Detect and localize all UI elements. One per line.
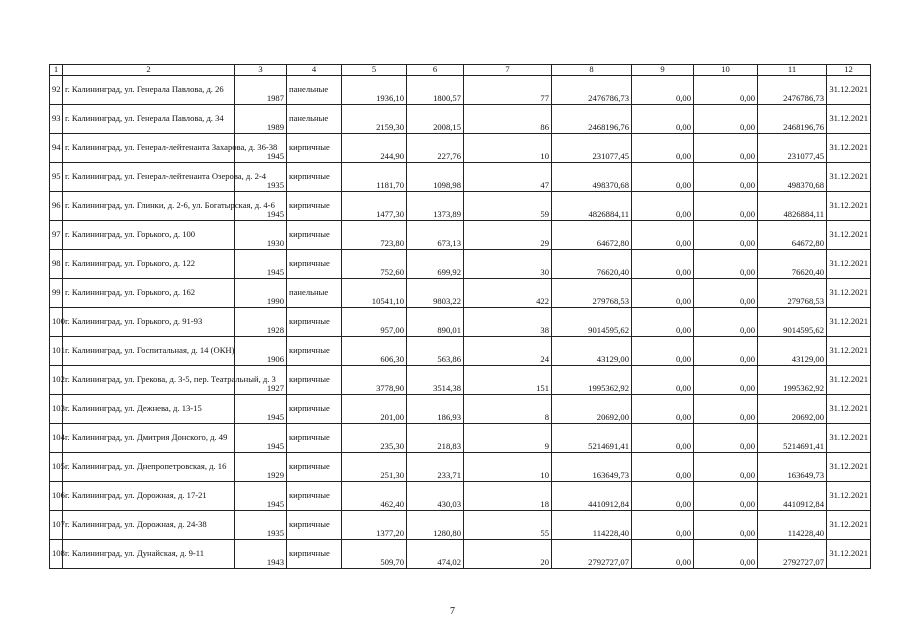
cell-year-built: 1929	[235, 453, 287, 482]
cell-amount-2: 0,00	[632, 221, 694, 250]
column-header: 7	[464, 65, 552, 76]
cell-address: г. Калининград, ул. Дунайская, д. 9-11	[63, 540, 235, 569]
table-row	[50, 453, 871, 482]
cell-amount: 498370,68	[552, 163, 632, 192]
cell-total-area: 235,30	[342, 424, 407, 453]
cell-address: г. Калининград, ул. Генерал-лейтенанта Озерова, д. 2-4	[63, 163, 235, 192]
cell-living-area: 890,01	[407, 308, 464, 337]
cell-amount-total: 163649,73	[758, 453, 827, 482]
cell-amount-3: 0,00	[694, 134, 758, 163]
cell-wall-material: кирпичные	[287, 192, 342, 221]
cell-amount-2: 0,00	[632, 279, 694, 308]
cell-date: 31.12.2021	[827, 482, 871, 511]
column-header: 4	[287, 65, 342, 76]
cell-date: 31.12.2021	[827, 279, 871, 308]
cell-wall-material: кирпичные	[287, 250, 342, 279]
cell-year-built: 1927	[235, 366, 287, 395]
cell-living-area: 9803,22	[407, 279, 464, 308]
cell-amount: 114228,40	[552, 511, 632, 540]
cell-row-number: 92	[50, 76, 63, 105]
cell-date: 31.12.2021	[827, 366, 871, 395]
cell-residents-count: 30	[464, 250, 552, 279]
cell-amount: 43129,00	[552, 337, 632, 366]
cell-year-built: 1945	[235, 424, 287, 453]
cell-amount-total: 2468196,76	[758, 105, 827, 134]
cell-amount-3: 0,00	[694, 366, 758, 395]
cell-year-built: 1906	[235, 337, 287, 366]
column-header: 3	[235, 65, 287, 76]
cell-date: 31.12.2021	[827, 221, 871, 250]
cell-wall-material: панельные	[287, 76, 342, 105]
cell-residents-count: 59	[464, 192, 552, 221]
cell-amount-2: 0,00	[632, 540, 694, 569]
cell-amount-3: 0,00	[694, 511, 758, 540]
column-header: 9	[632, 65, 694, 76]
cell-residents-count: 38	[464, 308, 552, 337]
cell-address: г. Калининград, ул. Дежнева, д. 13-15	[63, 395, 235, 424]
column-header: 12	[827, 65, 871, 76]
cell-date: 31.12.2021	[827, 105, 871, 134]
cell-residents-count: 8	[464, 395, 552, 424]
cell-residents-count: 77	[464, 76, 552, 105]
cell-amount-total: 1995362,92	[758, 366, 827, 395]
cell-amount-2: 0,00	[632, 76, 694, 105]
cell-row-number: 102	[50, 366, 63, 395]
cell-residents-count: 18	[464, 482, 552, 511]
column-header: 11	[758, 65, 827, 76]
cell-residents-count: 47	[464, 163, 552, 192]
cell-residents-count: 151	[464, 366, 552, 395]
cell-total-area: 462,40	[342, 482, 407, 511]
cell-wall-material: кирпичные	[287, 163, 342, 192]
table-row	[50, 337, 871, 366]
cell-date: 31.12.2021	[827, 192, 871, 221]
table-row	[50, 163, 871, 192]
cell-amount-total: 2792727,07	[758, 540, 827, 569]
cell-total-area: 3778,90	[342, 366, 407, 395]
cell-amount-2: 0,00	[632, 453, 694, 482]
cell-amount: 1995362,92	[552, 366, 632, 395]
table-row	[50, 511, 871, 540]
cell-living-area: 3514,38	[407, 366, 464, 395]
table-row	[50, 424, 871, 453]
cell-year-built: 1945	[235, 250, 287, 279]
cell-amount-3: 0,00	[694, 540, 758, 569]
column-header: 5	[342, 65, 407, 76]
cell-wall-material: кирпичные	[287, 453, 342, 482]
cell-date: 31.12.2021	[827, 511, 871, 540]
column-header: 6	[407, 65, 464, 76]
cell-residents-count: 24	[464, 337, 552, 366]
cell-row-number: 106	[50, 482, 63, 511]
cell-amount: 20692,00	[552, 395, 632, 424]
cell-date: 31.12.2021	[827, 453, 871, 482]
cell-year-built: 1945	[235, 395, 287, 424]
cell-amount-total: 64672,80	[758, 221, 827, 250]
cell-year-built: 1930	[235, 221, 287, 250]
cell-address: г. Калининград, ул. Глинки, д. 2-6, ул. Богатырская, д. 4-6	[63, 192, 235, 221]
cell-amount-total: 76620,40	[758, 250, 827, 279]
cell-date: 31.12.2021	[827, 134, 871, 163]
cell-residents-count: 29	[464, 221, 552, 250]
table-row	[50, 308, 871, 337]
cell-year-built: 1987	[235, 76, 287, 105]
cell-amount-2: 0,00	[632, 482, 694, 511]
cell-living-area: 1373,89	[407, 192, 464, 221]
cell-residents-count: 10	[464, 453, 552, 482]
cell-amount-3: 0,00	[694, 337, 758, 366]
cell-amount-2: 0,00	[632, 308, 694, 337]
cell-total-area: 251,30	[342, 453, 407, 482]
cell-living-area: 1800,57	[407, 76, 464, 105]
cell-wall-material: кирпичные	[287, 424, 342, 453]
cell-total-area: 1936,10	[342, 76, 407, 105]
cell-amount: 5214691,41	[552, 424, 632, 453]
cell-amount-2: 0,00	[632, 163, 694, 192]
table-row	[50, 105, 871, 134]
table-row	[50, 192, 871, 221]
column-header: 2	[63, 65, 235, 76]
cell-row-number: 98	[50, 250, 63, 279]
cell-amount-3: 0,00	[694, 105, 758, 134]
cell-total-area: 723,80	[342, 221, 407, 250]
cell-row-number: 108	[50, 540, 63, 569]
cell-total-area: 1377,20	[342, 511, 407, 540]
cell-wall-material: панельные	[287, 105, 342, 134]
cell-amount-3: 0,00	[694, 395, 758, 424]
header-row	[50, 65, 871, 76]
cell-wall-material: кирпичные	[287, 221, 342, 250]
cell-amount-3: 0,00	[694, 76, 758, 105]
cell-residents-count: 10	[464, 134, 552, 163]
cell-wall-material: кирпичные	[287, 366, 342, 395]
cell-living-area: 2008,15	[407, 105, 464, 134]
cell-amount-3: 0,00	[694, 279, 758, 308]
cell-total-area: 606,30	[342, 337, 407, 366]
cell-living-area: 227,76	[407, 134, 464, 163]
cell-address: г. Калининград, ул. Грекова, д. 3-5, пер. Театральный, д. 3	[63, 366, 235, 395]
cell-total-area: 2159,30	[342, 105, 407, 134]
cell-address: г. Калининград, ул. Генерала Павлова, д. 34	[63, 105, 235, 134]
cell-date: 31.12.2021	[827, 250, 871, 279]
cell-row-number: 99	[50, 279, 63, 308]
cell-living-area: 430,03	[407, 482, 464, 511]
cell-total-area: 752,60	[342, 250, 407, 279]
cell-living-area: 233,71	[407, 453, 464, 482]
cell-date: 31.12.2021	[827, 395, 871, 424]
cell-year-built: 1945	[235, 192, 287, 221]
cell-wall-material: кирпичные	[287, 540, 342, 569]
cell-residents-count: 20	[464, 540, 552, 569]
cell-amount: 231077,45	[552, 134, 632, 163]
table-row	[50, 250, 871, 279]
table-body	[50, 76, 871, 569]
cell-wall-material: кирпичные	[287, 482, 342, 511]
cell-wall-material: панельные	[287, 279, 342, 308]
column-header: 1	[50, 65, 63, 76]
cell-address: г. Калининград, ул. Дорожная, д. 17-21	[63, 482, 235, 511]
cell-amount-2: 0,00	[632, 424, 694, 453]
cell-wall-material: кирпичные	[287, 511, 342, 540]
cell-amount-2: 0,00	[632, 337, 694, 366]
cell-living-area: 563,86	[407, 337, 464, 366]
cell-amount-3: 0,00	[694, 192, 758, 221]
cell-address: г. Калининград, ул. Горького, д. 122	[63, 250, 235, 279]
table-row	[50, 76, 871, 105]
cell-residents-count: 9	[464, 424, 552, 453]
table-row	[50, 482, 871, 511]
cell-row-number: 104	[50, 424, 63, 453]
cell-amount-2: 0,00	[632, 395, 694, 424]
cell-row-number: 103	[50, 395, 63, 424]
cell-year-built: 1945	[235, 482, 287, 511]
cell-wall-material: кирпичные	[287, 308, 342, 337]
table-row	[50, 134, 871, 163]
cell-date: 31.12.2021	[827, 424, 871, 453]
cell-amount-total: 43129,00	[758, 337, 827, 366]
cell-amount-2: 0,00	[632, 192, 694, 221]
cell-year-built: 1990	[235, 279, 287, 308]
cell-amount: 279768,53	[552, 279, 632, 308]
cell-total-area: 957,00	[342, 308, 407, 337]
cell-address: г. Калининград, ул. Генерала Павлова, д. 26	[63, 76, 235, 105]
cell-living-area: 673,13	[407, 221, 464, 250]
cell-address: г. Калининград, ул. Госпитальная, д. 14 (ОКН)	[63, 337, 235, 366]
cell-row-number: 97	[50, 221, 63, 250]
table-row	[50, 540, 871, 569]
cell-row-number: 107	[50, 511, 63, 540]
cell-amount-total: 5214691,41	[758, 424, 827, 453]
cell-amount-total: 9014595,62	[758, 308, 827, 337]
table-row	[50, 221, 871, 250]
cell-wall-material: кирпичные	[287, 337, 342, 366]
column-header: 10	[694, 65, 758, 76]
cell-amount: 9014595,62	[552, 308, 632, 337]
cell-date: 31.12.2021	[827, 540, 871, 569]
cell-amount-total: 114228,40	[758, 511, 827, 540]
cell-amount-3: 0,00	[694, 482, 758, 511]
cell-amount-total: 231077,45	[758, 134, 827, 163]
cell-residents-count: 422	[464, 279, 552, 308]
cell-date: 31.12.2021	[827, 308, 871, 337]
cell-total-area: 244,90	[342, 134, 407, 163]
cell-amount-total: 20692,00	[758, 395, 827, 424]
cell-amount: 2792727,07	[552, 540, 632, 569]
cell-living-area: 699,92	[407, 250, 464, 279]
cell-wall-material: кирпичные	[287, 395, 342, 424]
cell-date: 31.12.2021	[827, 76, 871, 105]
cell-date: 31.12.2021	[827, 337, 871, 366]
table-row	[50, 366, 871, 395]
cell-year-built: 1945	[235, 134, 287, 163]
cell-total-area: 1181,70	[342, 163, 407, 192]
cell-amount-3: 0,00	[694, 424, 758, 453]
cell-residents-count: 86	[464, 105, 552, 134]
register-table	[49, 64, 871, 569]
page-number: 7	[450, 606, 455, 617]
cell-amount-3: 0,00	[694, 221, 758, 250]
cell-address: г. Калининград, ул. Дорожная, д. 24-38	[63, 511, 235, 540]
cell-amount: 64672,80	[552, 221, 632, 250]
cell-living-area: 1098,98	[407, 163, 464, 192]
cell-row-number: 94	[50, 134, 63, 163]
cell-amount-2: 0,00	[632, 366, 694, 395]
cell-amount-total: 498370,68	[758, 163, 827, 192]
cell-year-built: 1935	[235, 511, 287, 540]
column-header: 8	[552, 65, 632, 76]
cell-amount-total: 4826884,11	[758, 192, 827, 221]
table-row	[50, 395, 871, 424]
cell-row-number: 101	[50, 337, 63, 366]
cell-amount-3: 0,00	[694, 453, 758, 482]
cell-amount: 2476786,73	[552, 76, 632, 105]
cell-address: г. Калининград, ул. Горького, д. 91-93	[63, 308, 235, 337]
cell-living-area: 218,83	[407, 424, 464, 453]
cell-amount-3: 0,00	[694, 250, 758, 279]
cell-amount-2: 0,00	[632, 511, 694, 540]
cell-living-area: 1280,80	[407, 511, 464, 540]
cell-total-area: 10541,10	[342, 279, 407, 308]
table-row	[50, 279, 871, 308]
cell-total-area: 509,70	[342, 540, 407, 569]
cell-row-number: 93	[50, 105, 63, 134]
cell-amount: 2468196,76	[552, 105, 632, 134]
cell-address: г. Калининград, ул. Горького, д. 100	[63, 221, 235, 250]
cell-wall-material: кирпичные	[287, 134, 342, 163]
cell-amount-3: 0,00	[694, 163, 758, 192]
cell-year-built: 1935	[235, 163, 287, 192]
cell-living-area: 474,02	[407, 540, 464, 569]
cell-amount: 163649,73	[552, 453, 632, 482]
cell-total-area: 201,00	[342, 395, 407, 424]
cell-amount: 76620,40	[552, 250, 632, 279]
cell-row-number: 95	[50, 163, 63, 192]
cell-address: г. Калининград, ул. Дмитрия Донского, д. 49	[63, 424, 235, 453]
cell-address: г. Калининград, ул. Горького, д. 162	[63, 279, 235, 308]
cell-row-number: 100	[50, 308, 63, 337]
cell-total-area: 1477,30	[342, 192, 407, 221]
cell-year-built: 1989	[235, 105, 287, 134]
cell-amount: 4826884,11	[552, 192, 632, 221]
cell-amount-total: 279768,53	[758, 279, 827, 308]
cell-row-number: 96	[50, 192, 63, 221]
cell-living-area: 186,93	[407, 395, 464, 424]
cell-amount: 4410912,84	[552, 482, 632, 511]
cell-amount-2: 0,00	[632, 105, 694, 134]
cell-date: 31.12.2021	[827, 163, 871, 192]
cell-amount-total: 4410912,84	[758, 482, 827, 511]
cell-address: г. Калининград, ул. Генерал-лейтенанта Захарова, д. 36-38	[63, 134, 235, 163]
cell-amount-3: 0,00	[694, 308, 758, 337]
cell-year-built: 1943	[235, 540, 287, 569]
cell-amount-2: 0,00	[632, 250, 694, 279]
cell-address: г. Калининград, ул. Днепропетровская, д. 16	[63, 453, 235, 482]
cell-row-number: 105	[50, 453, 63, 482]
cell-amount-2: 0,00	[632, 134, 694, 163]
cell-amount-total: 2476786,73	[758, 76, 827, 105]
cell-year-built: 1928	[235, 308, 287, 337]
cell-residents-count: 55	[464, 511, 552, 540]
